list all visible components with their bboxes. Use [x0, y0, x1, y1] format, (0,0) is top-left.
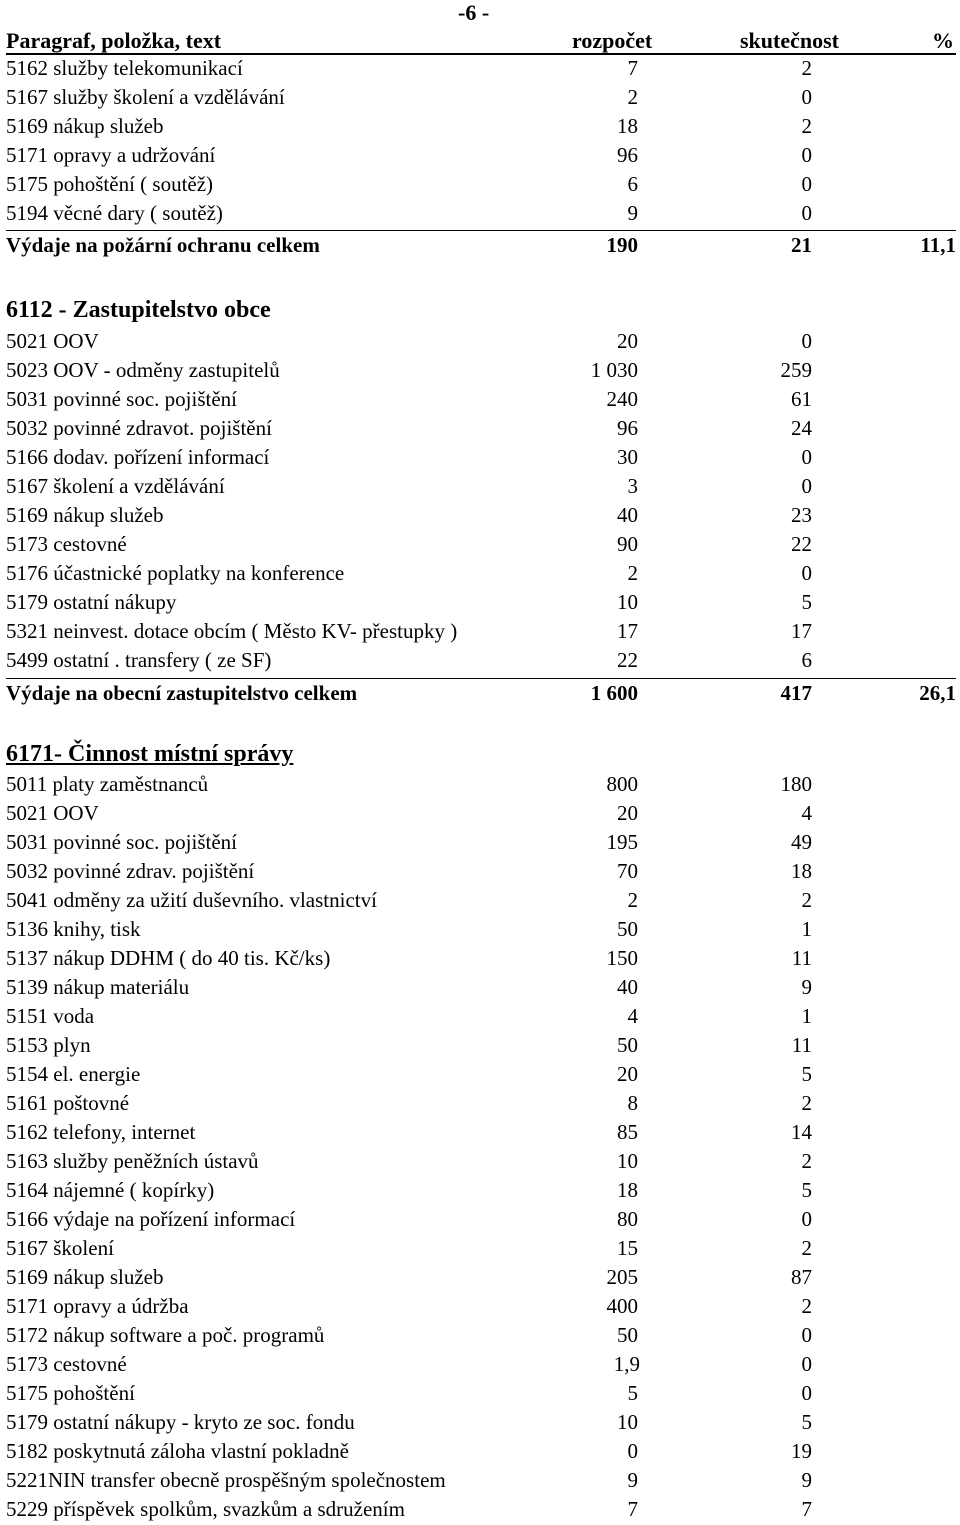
table-row — [6, 327, 956, 356]
header-budget: rozpočet — [572, 28, 653, 53]
row-label: 5041 odměny za užití duševního. vlastnictví — [6, 888, 377, 912]
table-row — [6, 1060, 956, 1089]
table-row — [6, 944, 956, 973]
table-row — [6, 1408, 956, 1437]
row-budget: 10 — [617, 1410, 638, 1434]
total-row-council — [6, 678, 956, 709]
row-budget: 7 — [627, 1497, 638, 1521]
table-row — [6, 414, 956, 443]
row-budget: 8 — [627, 1091, 638, 1115]
row-actual: 0 — [801, 85, 812, 109]
row-actual: 5 — [801, 590, 812, 614]
row-budget: 205 — [606, 1265, 638, 1289]
row-budget: 50 — [617, 1033, 638, 1057]
table-row — [6, 356, 956, 385]
row-label: 5173 cestovné — [6, 1352, 127, 1376]
row-actual: 49 — [791, 830, 812, 854]
total-row-fire-protection — [6, 230, 956, 261]
row-actual: 0 — [801, 201, 812, 225]
row-actual: 23 — [791, 503, 812, 527]
row-label: 5176 účastnické poplatky na konference — [6, 561, 345, 585]
row-budget: 20 — [617, 329, 638, 353]
row-label: 5139 nákup materiálu — [6, 975, 190, 999]
header-label: Paragraf, položka, text — [6, 28, 222, 53]
row-budget: 2 — [627, 888, 638, 912]
row-label: 5162 služby telekomunikací — [6, 56, 243, 80]
row-budget: 800 — [606, 772, 638, 796]
table-row — [6, 857, 956, 886]
row-actual: 0 — [801, 561, 812, 585]
table-row — [6, 54, 956, 83]
row-label: 5136 knihy, tisk — [6, 917, 141, 941]
row-label: 5171 opravy a udržování — [6, 143, 216, 167]
row-budget: 18 — [617, 1178, 638, 1202]
row-label: 5164 nájemné ( kopírky) — [6, 1178, 215, 1202]
row-budget: 96 — [617, 143, 638, 167]
row-label: 5179 ostatní nákupy - kryto ze soc. fondu — [6, 1410, 355, 1434]
table-row — [6, 1205, 956, 1234]
row-budget: 1 030 — [590, 358, 638, 382]
table-row — [6, 617, 956, 646]
row-label: 5021 OOV — [6, 801, 99, 825]
row-actual: 5 — [801, 1410, 812, 1434]
row-label: 5031 povinné soc. pojištění — [6, 387, 237, 411]
row-budget: 30 — [617, 445, 638, 469]
total-actual: 417 — [780, 681, 812, 705]
table-row — [6, 1263, 956, 1292]
row-actual: 0 — [801, 445, 812, 469]
row-actual: 2 — [801, 1236, 812, 1260]
row-actual: 24 — [791, 416, 812, 440]
table-row — [6, 443, 956, 472]
row-actual: 61 — [791, 387, 812, 411]
row-actual: 180 — [780, 772, 812, 796]
section-title — [6, 740, 956, 769]
row-actual: 7 — [801, 1497, 812, 1521]
row-budget: 4 — [627, 1004, 638, 1028]
row-actual: 87 — [791, 1265, 812, 1289]
row-budget: 2 — [627, 85, 638, 109]
row-actual: 2 — [801, 1149, 812, 1173]
row-budget: 15 — [617, 1236, 638, 1260]
table-row — [6, 1292, 956, 1321]
row-actual: 259 — [780, 358, 812, 382]
row-actual: 9 — [801, 1468, 812, 1492]
row-budget: 96 — [617, 416, 638, 440]
table-row — [6, 1350, 956, 1379]
row-actual: 18 — [791, 859, 812, 883]
row-label: 5169 nákup služeb — [6, 503, 164, 527]
row-actual: 2 — [801, 114, 812, 138]
row-budget: 5 — [627, 1381, 638, 1405]
row-label: 5032 povinné zdravot. pojištění — [6, 416, 272, 440]
table-row — [6, 1379, 956, 1408]
row-label: 5173 cestovné — [6, 532, 127, 556]
row-budget: 90 — [617, 532, 638, 556]
table-row — [6, 799, 956, 828]
table-row — [6, 1466, 956, 1495]
row-budget: 10 — [617, 590, 638, 614]
row-label: 5023 OOV - odměny zastupitelů — [6, 358, 280, 382]
row-label: 5221NIN transfer obecně prospěšným společnostem — [6, 1468, 446, 1492]
section-title-text: 6171- Činnost místní správy — [6, 741, 294, 767]
row-budget: 3 — [627, 474, 638, 498]
total-label: Výdaje na obecní zastupitelstvo celkem — [6, 681, 358, 705]
row-actual: 1 — [801, 917, 812, 941]
table-row — [6, 915, 956, 944]
row-actual: 4 — [801, 801, 812, 825]
row-label: 5153 plyn — [6, 1033, 91, 1057]
row-actual: 0 — [801, 1381, 812, 1405]
row-label: 5032 povinné zdrav. pojištění — [6, 859, 255, 883]
row-actual: 1 — [801, 1004, 812, 1028]
total-budget: 1 600 — [590, 681, 638, 705]
table-row — [6, 973, 956, 1002]
table-row — [6, 770, 956, 799]
row-label: 5169 nákup služeb — [6, 114, 164, 138]
table-row — [6, 385, 956, 414]
row-budget: 6 — [627, 172, 638, 196]
row-budget: 85 — [617, 1120, 638, 1144]
row-budget: 7 — [627, 56, 638, 80]
table-row — [6, 530, 956, 559]
row-label: 5167 služby školení a vzdělávání — [6, 85, 285, 109]
row-budget: 20 — [617, 801, 638, 825]
row-actual: 14 — [791, 1120, 812, 1144]
row-budget: 0 — [627, 1439, 638, 1463]
row-actual: 11 — [791, 946, 812, 970]
row-budget: 22 — [617, 648, 638, 672]
total-actual: 21 — [791, 233, 812, 257]
row-budget: 150 — [606, 946, 638, 970]
row-actual: 0 — [801, 329, 812, 353]
row-label: 5011 platy zaměstnanců — [6, 772, 209, 796]
table-row — [6, 828, 956, 857]
table-row — [6, 1437, 956, 1466]
row-label: 5321 neinvest. dotace obcím ( Město KV- přestupky ) — [6, 619, 458, 643]
table-row — [6, 1495, 956, 1524]
row-actual: 2 — [801, 1294, 812, 1318]
table-row — [6, 1176, 956, 1205]
table-row — [6, 1147, 956, 1176]
row-actual: 0 — [801, 1323, 812, 1347]
total-percent: 26,1 — [919, 681, 956, 705]
row-label: 5499 ostatní . transfery ( ze SF) — [6, 648, 272, 672]
total-percent: 11,1 — [920, 233, 956, 257]
table-row — [6, 886, 956, 915]
row-budget: 80 — [617, 1207, 638, 1231]
row-label: 5175 pohoštění — [6, 1381, 135, 1405]
row-label: 5175 pohoštění ( soutěž) — [6, 172, 214, 196]
row-label: 5021 OOV — [6, 329, 99, 353]
row-budget: 40 — [617, 503, 638, 527]
row-label: 5167 školení — [6, 1236, 114, 1260]
table-row — [6, 472, 956, 501]
table-row — [6, 646, 956, 675]
table-row — [6, 559, 956, 588]
table-row — [6, 501, 956, 530]
page-number: -6 - — [458, 0, 490, 25]
table-row — [6, 1234, 956, 1263]
row-label: 5171 opravy a údržba — [6, 1294, 189, 1318]
row-budget: 18 — [617, 114, 638, 138]
row-actual: 19 — [791, 1439, 812, 1463]
table-row — [6, 1321, 956, 1350]
section-title-text: 6112 - Zastupitelstvo obce — [6, 297, 271, 323]
row-actual: 9 — [801, 975, 812, 999]
table-row — [6, 1031, 956, 1060]
row-budget: 2 — [627, 561, 638, 585]
row-budget: 9 — [627, 1468, 638, 1492]
row-actual: 17 — [791, 619, 812, 643]
row-budget: 50 — [617, 917, 638, 941]
row-actual: 0 — [801, 1207, 812, 1231]
row-label: 5166 výdaje na pořízení informací — [6, 1207, 296, 1231]
row-budget: 10 — [617, 1149, 638, 1173]
total-label: Výdaje na požární ochranu celkem — [6, 233, 320, 257]
row-label: 5167 školení a vzdělávání — [6, 474, 225, 498]
row-budget: 400 — [606, 1294, 638, 1318]
row-label: 5166 dodav. pořízení informací — [6, 445, 270, 469]
total-budget: 190 — [606, 233, 638, 257]
row-actual: 2 — [801, 888, 812, 912]
table-row — [6, 1089, 956, 1118]
row-budget: 9 — [627, 201, 638, 225]
row-budget: 195 — [606, 830, 638, 854]
row-budget: 20 — [617, 1062, 638, 1086]
row-budget: 40 — [617, 975, 638, 999]
row-actual: 0 — [801, 143, 812, 167]
row-label: 5194 věcné dary ( soutěž) — [6, 201, 223, 225]
row-label: 5154 el. energie — [6, 1062, 141, 1086]
row-actual: 2 — [801, 56, 812, 80]
table-row — [6, 1002, 956, 1031]
table-row — [6, 112, 956, 141]
row-label: 5161 poštovné — [6, 1091, 130, 1115]
row-actual: 22 — [791, 532, 812, 556]
row-budget: 50 — [617, 1323, 638, 1347]
row-actual: 0 — [801, 1352, 812, 1376]
row-label: 5169 nákup služeb — [6, 1265, 164, 1289]
row-label: 5162 telefony, internet — [6, 1120, 196, 1144]
row-budget: 240 — [606, 387, 638, 411]
row-actual: 5 — [801, 1178, 812, 1202]
table-row — [6, 1118, 956, 1147]
table-row — [6, 141, 956, 170]
row-actual: 0 — [801, 172, 812, 196]
row-budget: 70 — [617, 859, 638, 883]
row-label: 5031 povinné soc. pojištění — [6, 830, 237, 854]
row-budget: 1,9 — [613, 1352, 640, 1376]
table-header — [6, 26, 956, 55]
row-actual: 6 — [801, 648, 812, 672]
row-label: 5229 příspěvek spolkům, svazkům a sdružením — [6, 1497, 405, 1521]
table-row — [6, 83, 956, 112]
table-row — [6, 199, 956, 228]
row-label: 5163 služby peněžních ústavů — [6, 1149, 259, 1173]
table-row — [6, 170, 956, 199]
row-label: 5179 ostatní nákupy — [6, 590, 177, 614]
row-label: 5172 nákup software a poč. programů — [6, 1323, 325, 1347]
row-budget: 17 — [617, 619, 638, 643]
row-actual: 2 — [801, 1091, 812, 1115]
row-actual: 11 — [791, 1033, 812, 1057]
table-row — [6, 588, 956, 617]
row-actual: 5 — [801, 1062, 812, 1086]
header-actual: skutečnost — [740, 28, 840, 53]
row-actual: 0 — [801, 474, 812, 498]
row-label: 5137 nákup DDHM ( do 40 tis. Kč/ks) — [6, 946, 331, 970]
header-percent: % — [932, 28, 954, 53]
section-title — [6, 296, 956, 325]
row-label: 5151 voda — [6, 1004, 95, 1028]
row-label: 5182 poskytnutá záloha vlastní pokladně — [6, 1439, 349, 1463]
